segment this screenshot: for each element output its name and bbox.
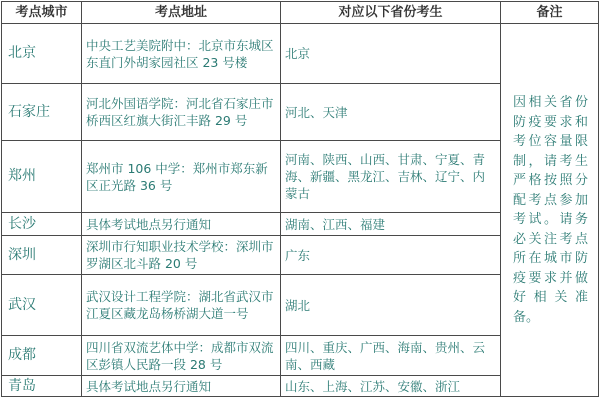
provinces-cell: 湖北 [281,275,501,336]
address-cell: 中央工艺美院附中：北京市东城区东直门外胡家园社区 23 号楼 [82,24,281,84]
header-note: 备注 [501,2,599,24]
header-city: 考点城市 [2,2,82,24]
provinces-cell: 山东、上海、江苏、安徽、浙江 [281,376,501,397]
address-cell: 具体考试地点另行通知 [82,376,281,397]
header-address: 考点地址 [82,2,281,24]
provinces-cell: 河南、陕西、山西、甘肃、宁夏、青海、新疆、黑龙江、吉林、辽宁、内蒙古 [281,141,501,213]
header-row [2,2,599,24]
exam-venue-table [1,1,599,397]
city-cell: 郑州 [2,141,82,213]
provinces-cell: 北京 [281,24,501,84]
city-cell: 石家庄 [2,84,82,141]
address-cell: 深圳市行知职业技术学校：深圳市罗湖区北斗路 20 号 [82,236,281,275]
address-cell: 郑州市 106 中学：郑州市郑东新区正光路 36 号 [82,141,281,213]
address-cell: 武汉设计工程学院：湖北省武汉市江夏区藏龙岛杨桥湖大道一号 [82,275,281,336]
city-cell: 北京 [2,24,82,84]
provinces-cell: 河北、天津 [281,84,501,141]
provinces-cell: 四川、重庆、广西、海南、贵州、云南、西藏 [281,336,501,376]
address-cell: 河北外国语学院：河北省石家庄市桥西区红旗大街汇丰路 29 号 [82,84,281,141]
city-cell: 长沙 [2,213,82,236]
address-cell: 具体考试地点另行通知 [82,213,281,236]
note-cell: 因相关省份防疫要求和考位容量限制，请考生严格按照分配考点参加考试。请务必关注考点所在城市防疫要求并做好相关准备。 [501,24,599,397]
address-cell: 四川省双流艺体中学：成都市双流区彭镇人民路一段 28 号 [82,336,281,376]
provinces-cell: 湖南、江西、福建 [281,213,501,236]
city-cell: 成都 [2,336,82,376]
city-cell: 青岛 [2,376,82,397]
city-cell: 武汉 [2,275,82,336]
city-cell: 深圳 [2,236,82,275]
provinces-cell: 广东 [281,236,501,275]
table-row [2,24,599,84]
header-provinces: 对应以下省份考生 [281,2,501,24]
